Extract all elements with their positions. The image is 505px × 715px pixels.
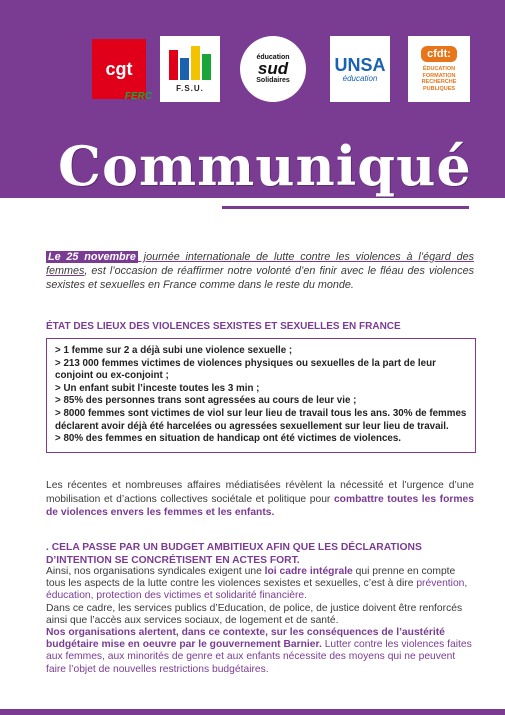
paragraph-mobilisation xyxy=(46,479,474,520)
stats-box xyxy=(46,338,476,453)
intro-paragraph xyxy=(46,250,474,292)
loi-cadre-emphasis: loi cadre intégrale xyxy=(264,566,353,577)
services-paragraph: Dans ce cadre, les services publics d’Education, de police, de justice doivent être renforcés ainsi que l’accès aux services sociaux, de logement et de santé. xyxy=(46,602,463,626)
footer-bar xyxy=(0,709,505,715)
intro-day: journée internationale de lutte contre les violences à l’égard des femmes xyxy=(46,251,474,277)
cgt-logo-text: cgt xyxy=(105,58,133,79)
intro-rest: , est l’occasion de réaffirmer notre volonté d’en finir avec le fléau des violences sexistes et sexuelles en France comme dans le reste du monde. xyxy=(46,265,474,291)
cfdt-logo-sub: ÉDUCATION FORMATION RECHERCHE PUBLIQUES xyxy=(421,66,457,92)
fsu-logo-text: F.S.U. xyxy=(176,83,204,93)
text-span: Ainsi, nos organisations syndicales exigent une xyxy=(46,566,265,577)
stat-item: > Un enfant subit l’inceste toutes les 3 min ; xyxy=(55,382,260,394)
paragraph-emphasis: combattre toutes les formes de violences envers les femmes et les enfants. xyxy=(46,493,474,518)
page-title: Communiqué xyxy=(58,134,472,198)
section-heading-budget: . CELA PASSE PAR UN BUDGET AMBITIEUX AFIN QUE LES DÉCLARATIONS D’INTENTION SE CONCRÉTISENT EN ACTES FORT. xyxy=(46,542,422,566)
intro-date: Le 25 novembre xyxy=(48,251,136,263)
paragraph-text: Les récentes et nombreuses affaires médiatisées révèlent la nécessité et l’urgence d’une mobilisation et d’actions collectives sociétale et politique pour xyxy=(46,480,474,505)
unsa-logo-text: UNSA xyxy=(334,54,386,75)
stat-item: > 213 000 femmes victimes de violences physiques ou sexuelles de la part de leur conjoint ou ex-conjoint ; xyxy=(55,357,436,382)
austerity-text: Lutter contre les violences faites aux femmes, aux minorités de genre et aux enfants nécessite des moyens qui ne peuvent faire l’objet de nouvelles restrictions budgétaires. xyxy=(46,639,472,675)
cgt-logo-sub: FERC xyxy=(124,91,152,102)
sud-logo xyxy=(240,36,306,102)
unsa-logo-sub: éducation xyxy=(342,73,378,83)
unsa-logo xyxy=(330,36,390,102)
sud-logo-sub: Solidaires xyxy=(256,77,290,84)
fsu-logo xyxy=(160,36,220,102)
austerity-paragraph xyxy=(46,627,474,676)
demand-paragraph xyxy=(46,566,474,603)
austerity-emphasis: Nos organisations alertent, dans ce contexte, sur les conséquences de l’austérité budgétaire mise en oeuvre par le gouvernement Barnier. xyxy=(46,627,445,651)
paragraph-demands xyxy=(46,566,474,676)
prevention-emphasis: prévention, éducation, protection des victimes et solidarité financière. xyxy=(46,578,468,602)
cgt-logo xyxy=(88,36,150,102)
sud-logo-top: éducation xyxy=(256,54,290,61)
sud-logo-text: sud xyxy=(257,59,289,78)
stat-item: > 8000 femmes sont victimes de viol sur leur lieu de travail tous les ans. 30% de femmes déclarent avoir déjà été harcelées ou agressées sexuellement sur leur lieu de travail. xyxy=(55,407,467,432)
text-span: qui prenne en compte tous les aspects de la lutte contre les violences sexistes et sexuelles, c’est à dire xyxy=(46,566,456,590)
cfdt-logo-text: cfdt: xyxy=(421,46,457,62)
stat-item: > 85% des personnes trans sont agressées au cours de leur vie ; xyxy=(55,395,357,407)
section-heading-state: ÉTAT DES LIEUX DES VIOLENCES SEXISTES ET SEXUELLES EN FRANCE xyxy=(46,321,401,332)
title-underline xyxy=(222,206,469,209)
header-banner xyxy=(0,0,505,198)
cfdt-logo xyxy=(408,36,470,102)
stat-item: > 1 femme sur 2 a déjà subi une violence sexuelle ; xyxy=(55,345,293,356)
stat-item: > 80% des femmes en situation de handicap ont été victimes de violences. xyxy=(55,433,402,445)
